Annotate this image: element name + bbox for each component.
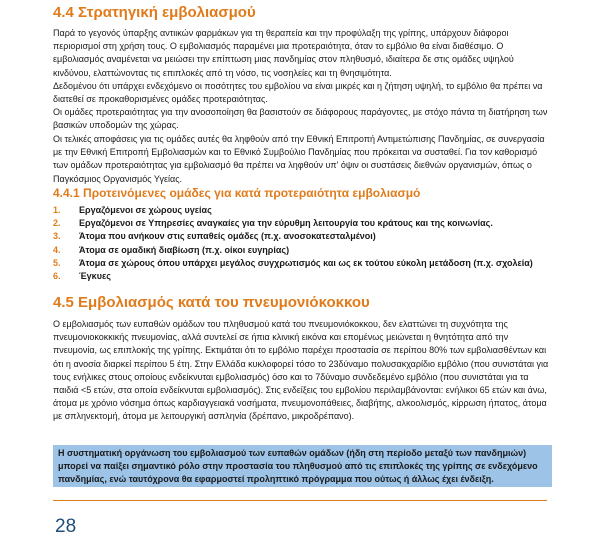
paragraph-pneumococcal: Ο εμβολιασμός των ευπαθών ομάδων του πληθυσμού κατά του πνευμονιόκοκκου, δεν ελαττώνει τη συχνότητα της πνευμονιοκοκκικής πνευμονίας, αλλά συντελεί σε ήπια κλινική εικόνα και επομένως μειώνεται η θνητότητα από την πνευμονία, ως επιπλοκής της γρίπης. Εκτιμάται ότι το εμβόλιο παρέχει προστασία σε περίπου 80% των εμβολιασθέντων και ότι η ανοσία διαρκεί περίπου 5 έτη. Στην Ελλάδα κυκλοφορεί τόσο το 23δύναμο πολυσακχαρίδιο εμβόλιο (που συνιστάται για τους ενήλικες στους οποίους ενδείκνυται εμβολιασμός) όσο και το 7δύναμο συνδεδεμένο εμβόλιο (που συνιστάται για τα παιδιά <5 ετών, στα οποία ενδείκνυται εμβολιασμός). Στις ενδείξεις του εμβολίου περιλαμβάνονται: ενήλικοι 65 ετών και άνω, άτομα με χρόνιο νόσημα όπως καρδιαγγειακά νοσήματα, πνευμονοπάθειες, διαβήτης, αλκοολισμός, κίρρωση ήπατος, άτομα με σπληνεκτομή, άτομα με λειτουργική ασπληνία (δρέπανο, μικροδρέπανο). — [53, 319, 549, 422]
list-item — [53, 244, 553, 257]
paragraph-vaccination-priority: Παρά το γεγονός ύπαρξης αντιικών φαρμάκων για τη θεραπεία και την προφύλαξη της γρίπης, υπάρχουν διάφοροι περιορισμοί στη χρήση τους. Ο εμβολιασμός παραμένει μια προτεραιότητα, όταν το εμβόλιο θα είναι διαθέσιμο. Ο εμβολιασμός αναμένεται να μειώσει την επίπτωση μιας πανδημίας στον πληθυσμό, ιδιαίτερα δε στις ομάδες υψηλού κινδύνου, ελαττώνοντας τις επιπλοκές από τη νόσο, τις νοσηλείες και τη θνησιμότητα. — [53, 28, 514, 78]
page-number: 28 — [55, 516, 77, 537]
list-item-number: 3. — [53, 231, 61, 242]
list-item — [53, 257, 553, 270]
list-item-number: 4. — [53, 244, 61, 255]
list-item-text: Άτομα σε χώρους όπου υπάρχει μεγάλος συγχρωτισμός και ως εκ τούτου εύκολη μετάδοση (π.χ. σχολεία) — [79, 257, 533, 268]
list-item-number: 1. — [53, 205, 61, 215]
priority-groups-list — [53, 204, 553, 283]
footer-divider — [53, 500, 547, 501]
list-item-text: Άτομα σε ομαδική διαβίωση (π.χ. οίκοι ευγηρίας) — [79, 244, 290, 255]
section-4-5-title: 4.5 Εμβολιασμός κατά του πνευμονιόκοκκου — [53, 294, 370, 311]
list-item-text: Έγκυες — [79, 270, 111, 281]
list-item-text: Άτομα που ανήκουν στις ευπαθείς ομάδες (π.χ. ανοσοκατεσταλμένοι) — [79, 231, 376, 242]
paragraph-limited-supply: Δεδομένου ότι υπάρχει ενδεχόμενο οι ποσότητες του εμβολίου να είναι μικρές και η ζήτηση υψηλή, το εμβόλιο θα πρέπει να διατεθεί σε προκαθορισμένες ομάδες προτεραιότητας. — [53, 81, 543, 105]
list-item — [53, 217, 553, 230]
list-item — [53, 270, 553, 283]
list-item-text: Εργαζόμενοι σε Υπηρεσίες αναγκαίες για την εύρυθμη λειτουργία του κράτους και της κοινωνίας. — [79, 218, 493, 229]
highlighted-note: Η συστηματική οργάνωση του εμβολιασμού των ευπαθών ομάδων (ήδη στη περίοδο μεταξύ των πανδημιών) μπορεί να παίξει σημαντικό ρόλο στην προστασία του πληθυσμού από τις επιπλοκές της γρίπης σε ενδεχόμενο πανδημίας, ενώ ταυτόχρονα θα εφαρμοστεί προληπτικό πρόγραμμα που ούτως ή άλλως έχει ένδειξη. — [53, 445, 552, 487]
paragraph-final-decisions: Οι τελικές αποφάσεις για τις ομάδες αυτές θα ληφθούν από την Εθνική Επιτροπή Αντιμετώπισης Πανδημίας, σε συνεργασία με την Εθνική Επιτροπή Εμβολιασμών και το Εθνικό Συμβούλιο Πανδημίας που πρόκειται να συσταθεί. Για τον καθορισμό των ομάδων προτεραιότητας για εμβολιασμό θα πρέπει να ληφθούν υπ' όψιν οι συστάσεις διεθνών οργανισμών, όπως ο Παγκόσμιος Οργανισμός Υγείας. — [53, 134, 545, 184]
list-item-number: 6. — [53, 270, 61, 281]
list-item-number: 5. — [53, 257, 61, 268]
list-item — [53, 230, 553, 243]
list-item — [53, 204, 553, 217]
list-item-text: Εργαζόμενοι σε χώρους υγείας — [79, 205, 212, 215]
section-4-4-title: 4.4 Στρατηγική εμβολιασμού — [53, 4, 256, 21]
list-item-number: 2. — [53, 218, 61, 229]
paragraph-priority-groups: Οι ομάδες προτεραιότητας για την ανοσοποίηση θα βασιστούν σε διάφορους παράγοντες, με στόχο πάντα τη διατήρηση των βασικών υποδομών της χώρας. — [53, 107, 548, 131]
section-4-4-1-title: 4.4.1 Προτεινόμενες ομάδες για κατά προτεραιότητα εμβολιασμό — [53, 186, 421, 200]
